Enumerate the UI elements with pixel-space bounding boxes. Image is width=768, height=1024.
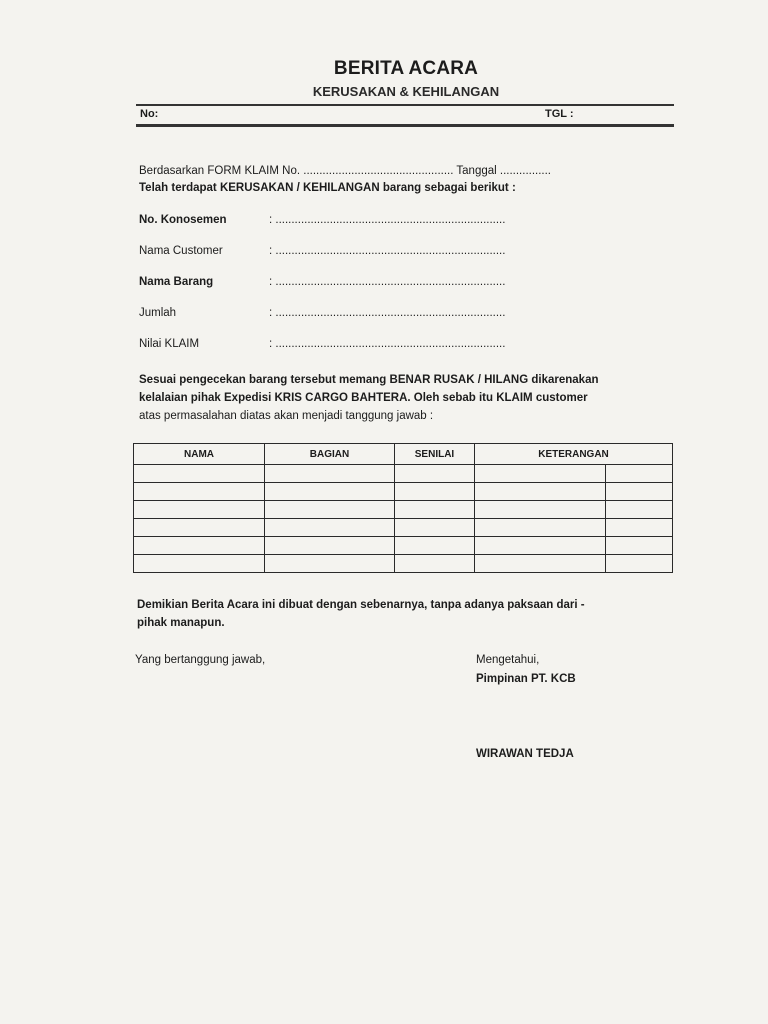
intro-claim-line: Berdasarkan FORM KLAIM No. ............................................... Tanggal ................ bbox=[139, 165, 552, 177]
acknowledged-label: Mengetahui, bbox=[476, 654, 540, 666]
table-row bbox=[134, 465, 673, 483]
col-header-nama: NAMA bbox=[134, 444, 265, 465]
signatory-name: WIRAWAN TEDJA bbox=[476, 748, 574, 760]
field-label-nilai-klaim: Nilai KLAIM bbox=[139, 338, 200, 350]
field-label-jumlah: Jumlah bbox=[139, 307, 177, 319]
table-row bbox=[134, 555, 673, 573]
director-title: Pimpinan PT. KCB bbox=[476, 673, 576, 685]
closing-line-2: pihak manapun. bbox=[137, 617, 225, 629]
document-title: BERITA ACARA bbox=[333, 58, 479, 79]
field-value-barang: : ........................................................................ bbox=[269, 276, 506, 288]
table-row bbox=[134, 537, 673, 555]
field-label-konosemen: No. Konosemen bbox=[139, 214, 227, 226]
table-header-row bbox=[134, 444, 673, 465]
table-row bbox=[134, 519, 673, 537]
date-label: TGL : bbox=[545, 108, 574, 120]
document-subtitle: KERUSAKAN & KEHILANGAN bbox=[312, 84, 500, 99]
responsible-party-label: Yang bertanggung jawab, bbox=[135, 654, 266, 666]
header-rule-top bbox=[136, 104, 674, 106]
intro-damage-line: Telah terdapat KERUSAKAN / KEHILANGAN barang sebagai berikut : bbox=[139, 182, 516, 194]
responsibility-table bbox=[133, 443, 673, 573]
header-rule-bottom bbox=[136, 124, 674, 127]
statement-line-2: kelalaian pihak Expedisi KRIS CARGO BAHTERA. Oleh sebab itu KLAIM customer bbox=[139, 392, 588, 404]
field-value-customer: : ........................................................................ bbox=[269, 245, 506, 257]
col-header-keterangan: KETERANGAN bbox=[475, 444, 673, 465]
field-label-barang: Nama Barang bbox=[139, 276, 214, 288]
field-label-customer: Nama Customer bbox=[139, 245, 223, 257]
statement-line-3: atas permasalahan diatas akan menjadi tanggung jawab : bbox=[139, 410, 434, 422]
closing-line-1: Demikian Berita Acara ini dibuat dengan sebenarnya, tanpa adanya paksaan dari - bbox=[137, 599, 585, 611]
table-row bbox=[134, 501, 673, 519]
col-header-bagian: BAGIAN bbox=[265, 444, 395, 465]
field-value-jumlah: : ........................................................................ bbox=[269, 307, 506, 319]
field-value-nilai-klaim: : ........................................................................ bbox=[269, 338, 506, 350]
table-row bbox=[134, 483, 673, 501]
number-label: No: bbox=[140, 108, 159, 120]
field-value-konosemen: : ........................................................................ bbox=[269, 214, 506, 226]
col-header-senilai: SENILAI bbox=[395, 444, 475, 465]
statement-line-1: Sesuai pengecekan barang tersebut memang BENAR RUSAK / HILANG dikarenakan bbox=[139, 374, 599, 386]
